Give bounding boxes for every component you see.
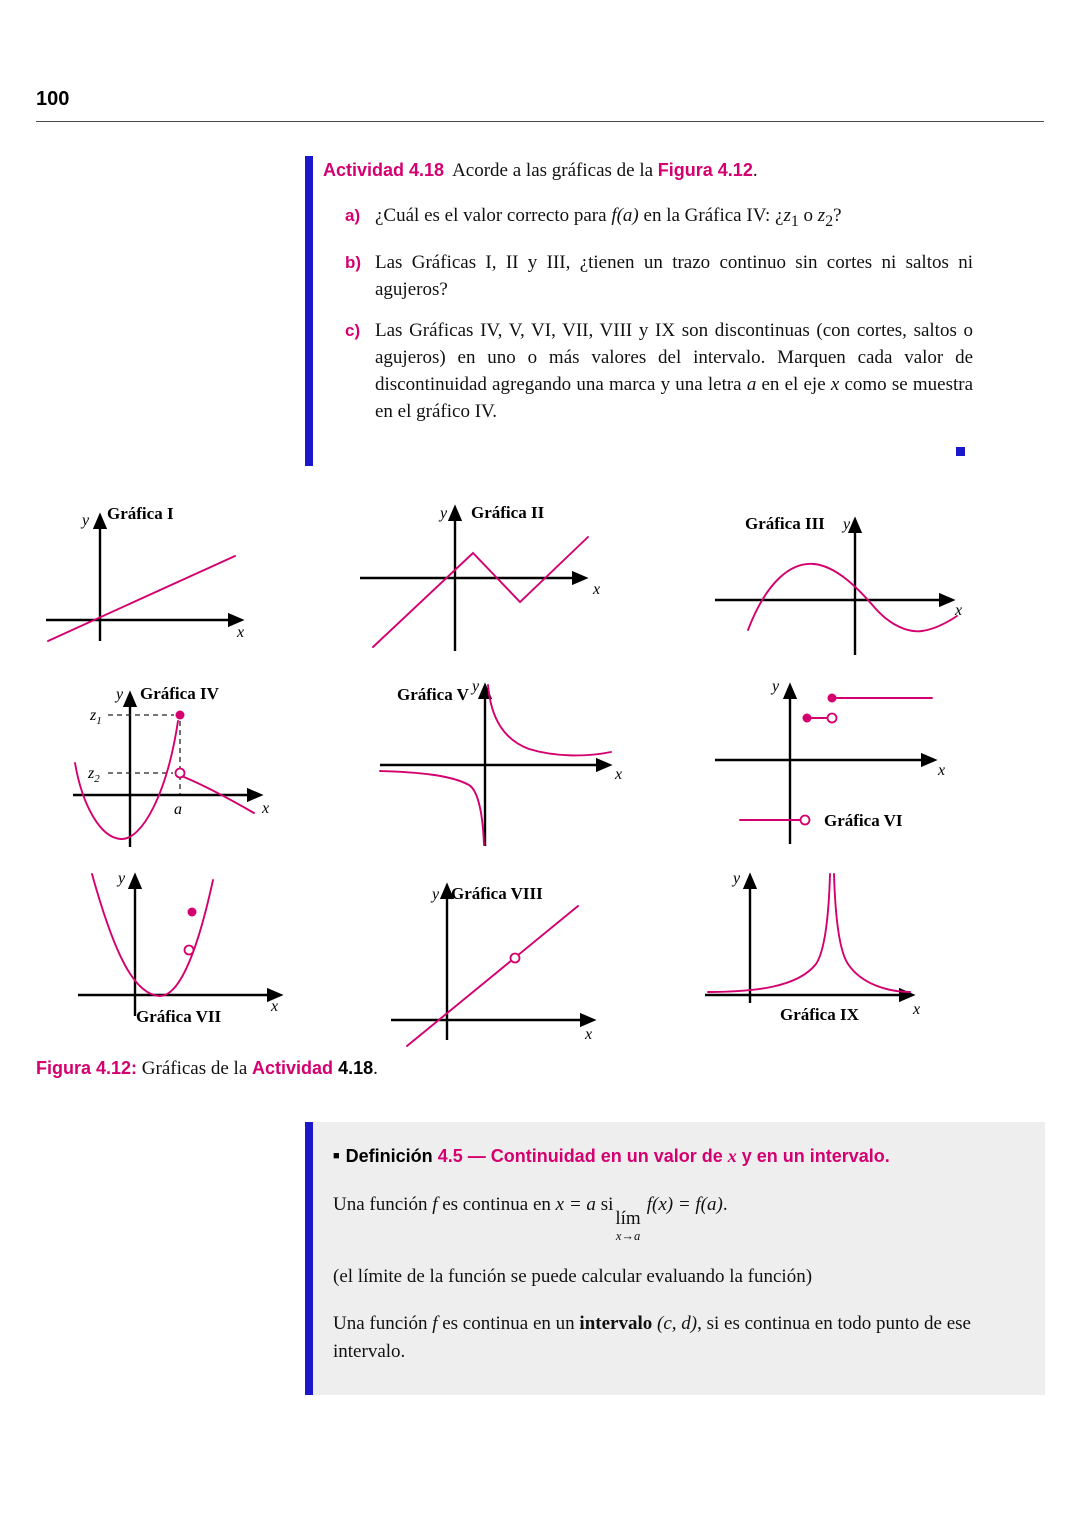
definition-box	[305, 1122, 1045, 1395]
def-p1-math-fx-equals-fa: f(x) = f(a)	[646, 1194, 723, 1215]
def-p1-text-1: Una función	[333, 1194, 433, 1215]
grafica-3-x-label: x	[955, 602, 963, 619]
activity-end-marker	[956, 447, 965, 456]
grafica-6-filled-point-middle	[803, 714, 812, 723]
activity-intro-text: Acorde a las gráficas de la	[452, 160, 658, 181]
grafica-7-plot	[72, 868, 302, 1054]
definition-bullet-icon: ■	[333, 1150, 340, 1162]
math-a: a	[746, 373, 757, 395]
grafica-2-zigzag-curve	[373, 537, 588, 647]
def-p1-text-2: es continua en	[437, 1194, 556, 1215]
grafica-4-z1-var: z	[90, 707, 97, 724]
grafica-5-plot	[375, 678, 627, 852]
def-p1-lim-subscript: x→a	[615, 1229, 641, 1243]
grafica-6-title: Gráfica VI	[824, 811, 903, 830]
figure-caption-text: Gráficas de la	[137, 1058, 253, 1079]
grafica-7-y-label: y	[118, 870, 126, 887]
definition-title-text-1: 4.5 — Continuidad en un valor de	[437, 1146, 728, 1166]
grafica-1-plot	[38, 500, 263, 660]
math-x: x	[830, 373, 840, 395]
grafica-6-plot	[712, 678, 957, 852]
figure-caption-activity-num: 4.18	[333, 1058, 374, 1078]
grafica-7-title: Gráfica VII	[136, 1007, 222, 1026]
definition-title	[333, 1146, 1017, 1167]
definition-paragraph-3	[333, 1310, 1017, 1365]
grafica-7-x-label: x	[271, 998, 279, 1015]
grafica-2-plot	[355, 498, 613, 663]
grafica-1-title: Gráfica I	[107, 504, 174, 523]
definition-title-math-x: x	[727, 1146, 737, 1166]
grafica-6-y-label: y	[772, 678, 780, 695]
item-c-text-2: en el eje	[756, 373, 831, 395]
figure-caption-label: Figura 4.12:	[36, 1058, 138, 1078]
def-p3-math-f: f	[432, 1313, 438, 1335]
grafica-8-open-point	[511, 954, 520, 963]
item-a-text-4: ?	[833, 205, 842, 226]
grafica-4-title: Gráfica IV	[140, 684, 219, 703]
grafica-1-x-label: x	[237, 624, 245, 641]
figure-caption	[36, 1058, 378, 1080]
item-a-text-3: o	[798, 205, 818, 226]
grafica-3-title: Gráfica III	[745, 514, 825, 533]
grafica-4-a-label: a	[174, 801, 182, 818]
header-divider	[36, 121, 1044, 122]
grafica-4-z2-label	[87, 765, 100, 785]
grafica-3-cubic-curve	[748, 564, 957, 631]
item-b-label: b)	[345, 253, 362, 272]
grafica-6-open-point-bottom	[801, 816, 810, 825]
math-f-of-a: f(a)	[611, 205, 639, 226]
activity-item-c	[345, 318, 973, 426]
grafica-4-z1-sub: 1	[96, 715, 102, 727]
grafica-4-z2-sub: 2	[94, 773, 100, 785]
activity-accent-bar	[305, 156, 313, 466]
grafica-5-x-label: x	[615, 766, 623, 783]
figure-caption-activity-ref: Actividad	[252, 1058, 334, 1078]
math-z1-subscript: 1	[790, 212, 799, 230]
definition-paragraph-1	[333, 1191, 1017, 1243]
grafica-5-hyperbola-left-branch	[380, 771, 484, 845]
grafica-5-y-label: y	[472, 678, 480, 695]
grafica-8-line-with-hole-curve	[407, 906, 578, 1046]
def-p3-text-2: es continua en un	[437, 1313, 580, 1335]
grafica-7-filled-point	[188, 908, 197, 917]
def-p1-lim-word: lím	[615, 1208, 641, 1229]
grafica-2-y-label: y	[440, 505, 448, 522]
grafica-5-hyperbola-right-branch	[488, 685, 611, 755]
grafica-9-plot	[700, 868, 940, 1040]
grafica-6-open-point-middle	[828, 714, 837, 723]
item-a-label: a)	[345, 206, 361, 225]
math-z2: z	[817, 205, 826, 226]
grafica-3-plot	[712, 508, 970, 663]
grafica-9-title: Gráfica IX	[780, 1005, 859, 1024]
grafica-2-x-label: x	[593, 581, 601, 598]
definition-paragraph-2: (el límite de la función se puede calcular evaluando la función)	[333, 1265, 813, 1287]
activity-label: Actividad 4.18	[323, 160, 445, 180]
math-z2-subscript: 2	[825, 212, 834, 230]
grafica-4-z2-var: z	[88, 765, 95, 782]
grafica-4-z1-label	[89, 707, 102, 727]
grafica-9-x-label: x	[913, 1001, 921, 1018]
grafica-8-title: Gráfica VIII	[451, 884, 543, 903]
def-p1-math-x-equals-a: x = a	[555, 1194, 596, 1215]
item-c-text-1: Las Gráficas IV, V, VI, VII, VIII y IX son discontinuas (con cortes, saltos o agujeros) en uno o más valores del intervalo. Marquen cada valor de discontinuidad agregando una marca y una letra	[375, 320, 973, 395]
grafica-4-plot	[68, 682, 298, 864]
grafica-8-plot	[385, 878, 615, 1056]
item-a-text-2: en la Gráfica IV: ¿	[638, 205, 784, 226]
def-p3-text-4: , si es continua en todo punto de ese intervalo.	[333, 1313, 971, 1362]
def-p1-text-3: si	[595, 1194, 614, 1215]
def-p1-math-f: f	[432, 1194, 438, 1215]
math-z1: z	[783, 205, 791, 226]
item-b-text: Las Gráficas I, II y III, ¿tienen un trazo continuo sin cortes ni saltos ni agujeros?	[375, 252, 973, 300]
grafica-1-increasing-line-curve	[48, 556, 235, 641]
grafica-7-parabola-curve	[92, 874, 213, 996]
page-number: 100	[36, 88, 70, 110]
grafica-9-y-label: y	[733, 870, 741, 887]
activity-item-a	[345, 203, 973, 233]
grafica-6-x-label: x	[938, 762, 946, 779]
definition-label: Definición	[345, 1146, 433, 1166]
grafica-9-spike-right-branch	[834, 874, 910, 992]
definition-title-accent	[438, 1146, 890, 1166]
grafica-4-filled-point-z1	[176, 711, 185, 720]
def-p3-text-1: Una función	[333, 1313, 433, 1335]
activity-title	[323, 160, 983, 182]
grafica-3-y-label: y	[843, 516, 851, 533]
grafica-5-title: Gráfica V	[397, 685, 469, 704]
item-c-text-3: como se muestra en el gráfico IV.	[375, 373, 974, 422]
grafica-9-spike-left-branch	[708, 874, 830, 992]
grafica-7-open-point	[185, 946, 194, 955]
grafica-4-x-label: x	[262, 800, 270, 817]
item-c-label: c)	[345, 321, 361, 340]
def-p1-period: .	[722, 1194, 728, 1215]
figura-reference: Figura 4.12	[657, 160, 753, 180]
activity-item-b	[345, 250, 973, 304]
item-a-text-1: ¿Cuál es el valor correcto para	[375, 205, 612, 226]
grafica-4-y-label: y	[116, 686, 124, 703]
grafica-8-x-label: x	[585, 1026, 593, 1043]
activity-title-period: .	[752, 160, 758, 181]
grafica-1-y-label: y	[82, 512, 90, 529]
def-p1-limit-operator	[615, 1209, 640, 1243]
grafica-4-open-point-z2	[176, 769, 185, 778]
grafica-8-y-label: y	[432, 886, 440, 903]
grafica-2-title: Gráfica II	[471, 503, 545, 522]
grafica-6-filled-point-top	[828, 694, 837, 703]
def-p3-math-cd: (c, d)	[657, 1313, 698, 1335]
def-p3-bold-intervalo: intervalo	[579, 1313, 653, 1335]
figure-caption-period: .	[373, 1058, 378, 1079]
definition-title-text-2: y en un intervalo.	[736, 1146, 890, 1166]
